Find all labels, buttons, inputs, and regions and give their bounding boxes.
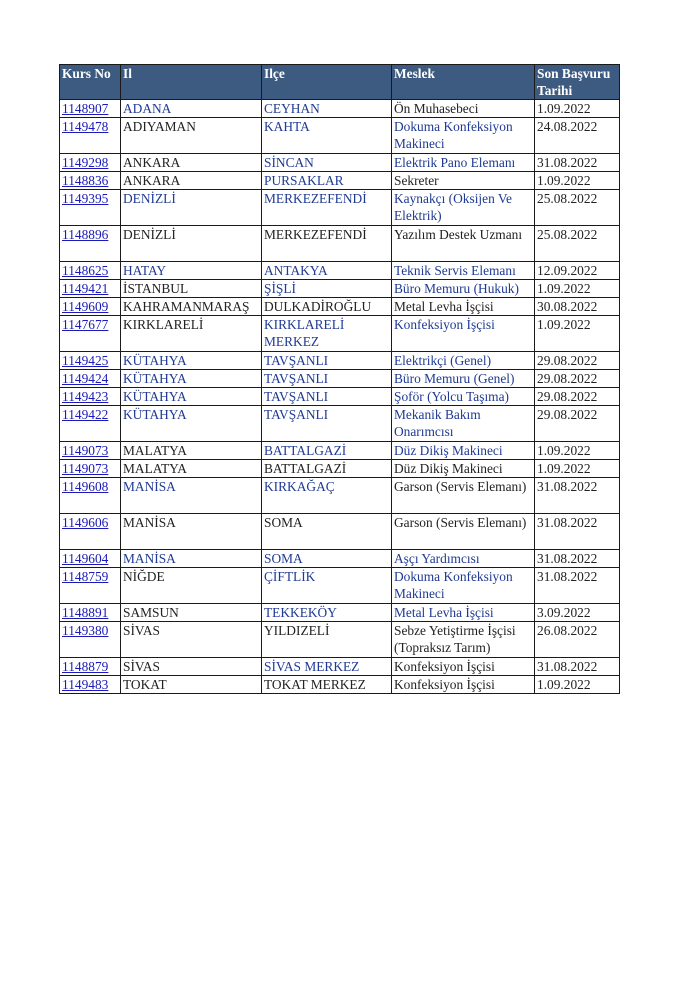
meslek-cell-text: Garson (Servis Elemanı) (394, 515, 527, 530)
ilce-cell-text: TAVŞANLI (264, 389, 329, 404)
meslek-cell (392, 658, 535, 676)
tarih-cell-text: 3.09.2022 (537, 605, 591, 620)
il-cell-text: KIRKLARELİ (123, 317, 204, 332)
meslek-cell (392, 190, 535, 226)
ilce-cell (262, 388, 392, 406)
meslek-cell (392, 514, 535, 550)
meslek-cell-text: Teknik Servis Elemanı (394, 263, 516, 278)
table-row (60, 190, 620, 226)
meslek-cell (392, 298, 535, 316)
ilce-cell (262, 280, 392, 298)
il-cell-text: KÜTAHYA (123, 353, 187, 368)
meslek-cell-text: Dokuma Konfeksiyon Makineci (394, 119, 513, 151)
tarih-cell (535, 172, 620, 190)
kurs-no-link[interactable] (60, 478, 121, 514)
il-cell (121, 388, 262, 406)
table-row (60, 316, 620, 352)
kurs-no-link-text[interactable]: 1148879 (62, 659, 109, 674)
tarih-cell (535, 388, 620, 406)
ilce-cell (262, 550, 392, 568)
il-cell-text: MANİSA (123, 479, 176, 494)
tarih-cell (535, 460, 620, 478)
ilce-cell-text: TOKAT MERKEZ (264, 677, 366, 692)
il-cell (121, 406, 262, 442)
meslek-cell (392, 118, 535, 154)
header-ilce: Ilçe (262, 65, 392, 100)
kurs-no-link-text[interactable]: 1148759 (62, 569, 109, 584)
ilce-cell (262, 118, 392, 154)
meslek-cell-text: Düz Dikiş Makineci (394, 461, 503, 476)
tarih-cell-text: 1.09.2022 (537, 317, 591, 332)
kurs-no-link[interactable] (60, 370, 121, 388)
ilce-cell-text: SOMA (264, 515, 303, 530)
ilce-cell (262, 442, 392, 460)
meslek-cell-text: Mekanik Bakım Onarımcısı (394, 407, 481, 439)
kurs-no-link-text[interactable]: 1149298 (62, 155, 109, 170)
tarih-cell (535, 478, 620, 514)
table-row (60, 514, 620, 550)
tarih-cell-text: 26.08.2022 (537, 623, 598, 638)
tarih-cell (535, 262, 620, 280)
tarih-cell (535, 514, 620, 550)
ilce-cell (262, 262, 392, 280)
kurs-no-link[interactable] (60, 280, 121, 298)
il-cell (121, 154, 262, 172)
kurs-no-link-text[interactable]: 1149609 (62, 299, 109, 314)
table-row (60, 118, 620, 154)
il-cell-text: HATAY (123, 263, 167, 278)
ilce-cell-text: KAHTA (264, 119, 310, 134)
ilce-cell-text: TAVŞANLI (264, 407, 329, 422)
il-cell-text: MALATYA (123, 461, 187, 476)
tarih-cell (535, 280, 620, 298)
tarih-cell (535, 190, 620, 226)
ilce-cell-text: PURSAKLAR (264, 173, 344, 188)
ilce-cell (262, 154, 392, 172)
kurs-no-link[interactable] (60, 604, 121, 622)
meslek-cell-text: Kaynakçı (Oksijen Ve Elektrik) (394, 191, 513, 223)
kurs-no-link-text[interactable]: 1149606 (62, 515, 109, 530)
ilce-cell (262, 100, 392, 118)
il-cell-text: TOKAT (123, 677, 167, 692)
tarih-cell-text: 1.09.2022 (537, 461, 591, 476)
il-cell-text: İSTANBUL (123, 281, 189, 296)
meslek-cell-text: Büro Memuru (Hukuk) (394, 281, 519, 296)
il-cell (121, 226, 262, 262)
tarih-cell-text: 1.09.2022 (537, 443, 591, 458)
meslek-cell-text: Dokuma Konfeksiyon Makineci (394, 569, 513, 601)
meslek-cell-text: Garson (Servis Elemanı) (394, 479, 527, 494)
ilce-cell (262, 370, 392, 388)
tarih-cell (535, 406, 620, 442)
meslek-cell-text: Konfeksiyon İşçisi (394, 677, 495, 692)
table-row (60, 154, 620, 172)
il-cell (121, 172, 262, 190)
tarih-cell (535, 370, 620, 388)
table-header-row (60, 65, 620, 100)
il-cell-text: KÜTAHYA (123, 389, 187, 404)
course-table (59, 64, 620, 694)
meslek-cell-text: Elektrik Pano Elemanı (394, 155, 516, 170)
tarih-cell (535, 442, 620, 460)
il-cell-text: SAMSUN (123, 605, 179, 620)
meslek-cell-text: Konfeksiyon İşçisi (394, 317, 495, 332)
il-cell (121, 316, 262, 352)
kurs-no-link-text[interactable]: 1148891 (62, 605, 109, 620)
kurs-no-link-text[interactable]: 1149073 (62, 443, 109, 458)
ilce-cell-text: MERKEZEFENDİ (264, 191, 367, 206)
tarih-cell-text: 1.09.2022 (537, 101, 591, 116)
ilce-cell-text: TAVŞANLI (264, 353, 329, 368)
kurs-no-link[interactable] (60, 388, 121, 406)
meslek-cell-text: Ön Muhasebeci (394, 101, 479, 116)
meslek-cell-text: Büro Memuru (Genel) (394, 371, 515, 386)
meslek-cell (392, 604, 535, 622)
table-row (60, 100, 620, 118)
tarih-cell (535, 100, 620, 118)
tarih-cell-text: 31.08.2022 (537, 515, 598, 530)
tarih-cell-text: 29.08.2022 (537, 389, 598, 404)
kurs-no-link-text[interactable]: 1149423 (62, 389, 109, 404)
ilce-cell-text: BATTALGAZİ (264, 443, 347, 458)
meslek-cell (392, 478, 535, 514)
kurs-no-link[interactable] (60, 172, 121, 190)
ilce-cell-text: TEKKEKÖY (264, 605, 337, 620)
tarih-cell (535, 316, 620, 352)
il-cell (121, 568, 262, 604)
tarih-cell-text: 12.09.2022 (537, 263, 598, 278)
kurs-no-link-text[interactable]: 1149421 (62, 281, 109, 296)
table-row (60, 352, 620, 370)
meslek-cell (392, 406, 535, 442)
tarih-cell-text: 31.08.2022 (537, 155, 598, 170)
tarih-cell-text: 1.09.2022 (537, 677, 591, 692)
table-row (60, 658, 620, 676)
kurs-no-link[interactable] (60, 550, 121, 568)
table-row (60, 478, 620, 514)
il-cell-text: KÜTAHYA (123, 371, 187, 386)
kurs-no-link[interactable] (60, 226, 121, 262)
header-il: Il (121, 65, 262, 100)
meslek-cell-text: Metal Levha İşçisi (394, 299, 494, 314)
il-cell-text: MANİSA (123, 551, 176, 566)
kurs-no-link-text[interactable]: 1149380 (62, 623, 109, 638)
il-cell-text: NİĞDE (123, 569, 165, 584)
ilce-cell (262, 676, 392, 694)
meslek-cell (392, 316, 535, 352)
il-cell (121, 352, 262, 370)
table-body (60, 100, 620, 694)
tarih-cell-text: 31.08.2022 (537, 479, 598, 494)
tarih-cell (535, 658, 620, 676)
table-row (60, 460, 620, 478)
il-cell-text: DENİZLİ (123, 191, 176, 206)
meslek-cell (392, 352, 535, 370)
ilce-cell-text: ÇİFTLİK (264, 569, 316, 584)
il-cell-text: ADANA (123, 101, 172, 116)
ilce-cell-text: SOMA (264, 551, 303, 566)
tarih-cell (535, 352, 620, 370)
kurs-no-link-text[interactable]: 1149395 (62, 191, 109, 206)
kurs-no-link-text[interactable]: 1148625 (62, 263, 109, 278)
meslek-cell (392, 262, 535, 280)
kurs-no-link[interactable] (60, 190, 121, 226)
tarih-cell-text: 30.08.2022 (537, 299, 598, 314)
tarih-cell-text: 1.09.2022 (537, 281, 591, 296)
meslek-cell (392, 442, 535, 460)
il-cell (121, 658, 262, 676)
kurs-no-link[interactable] (60, 406, 121, 442)
kurs-no-link-text[interactable]: 1148896 (62, 227, 109, 242)
il-cell (121, 442, 262, 460)
header-kurs-no: Kurs No (60, 65, 121, 100)
kurs-no-link-text[interactable]: 1149608 (62, 479, 109, 494)
tarih-cell (535, 298, 620, 316)
ilce-cell-text: YILDIZELİ (264, 623, 330, 638)
tarih-cell-text: 29.08.2022 (537, 407, 598, 422)
ilce-cell (262, 298, 392, 316)
kurs-no-link[interactable] (60, 316, 121, 352)
meslek-cell (392, 154, 535, 172)
kurs-no-link-text[interactable]: 1149483 (62, 677, 109, 692)
table-row (60, 622, 620, 658)
tarih-cell-text: 25.08.2022 (537, 191, 598, 206)
table-row (60, 604, 620, 622)
il-cell (121, 514, 262, 550)
ilce-cell (262, 406, 392, 442)
il-cell-text: KAHRAMANMARAŞ (123, 299, 250, 314)
il-cell (121, 676, 262, 694)
ilce-cell (262, 226, 392, 262)
tarih-cell (535, 550, 620, 568)
table-row (60, 676, 620, 694)
il-cell-text: SİVAS (123, 659, 160, 674)
tarih-cell (535, 604, 620, 622)
tarih-cell-text: 1.09.2022 (537, 173, 591, 188)
kurs-no-link[interactable] (60, 442, 121, 460)
meslek-cell-text: Sebze Yetiştirme İşçisi (Topraksız Tarım) (394, 623, 516, 655)
kurs-no-link-text[interactable]: 1148836 (62, 173, 109, 188)
ilce-cell (262, 622, 392, 658)
ilce-cell (262, 172, 392, 190)
ilce-cell-text: SİNCAN (264, 155, 314, 170)
il-cell (121, 550, 262, 568)
kurs-no-link[interactable] (60, 568, 121, 604)
tarih-cell (535, 118, 620, 154)
il-cell-text: ANKARA (123, 173, 181, 188)
meslek-cell-text: Aşçı Yardımcısı (394, 551, 480, 566)
meslek-cell (392, 226, 535, 262)
meslek-cell (392, 172, 535, 190)
il-cell (121, 604, 262, 622)
il-cell (121, 460, 262, 478)
ilce-cell-text: ŞİŞLİ (264, 281, 296, 296)
table-row (60, 442, 620, 460)
tarih-cell (535, 568, 620, 604)
meslek-cell (392, 568, 535, 604)
meslek-cell-text: Yazılım Destek Uzmanı (394, 227, 523, 242)
ilce-cell (262, 514, 392, 550)
ilce-cell (262, 190, 392, 226)
tarih-cell (535, 154, 620, 172)
kurs-no-link-text[interactable]: 1149425 (62, 353, 109, 368)
tarih-cell-text: 25.08.2022 (537, 227, 598, 242)
tarih-cell-text: 29.08.2022 (537, 353, 598, 368)
ilce-cell-text: ANTAKYA (264, 263, 328, 278)
tarih-cell-text: 29.08.2022 (537, 371, 598, 386)
il-cell-text: MALATYA (123, 443, 187, 458)
kurs-no-link[interactable] (60, 262, 121, 280)
meslek-cell-text: Şoför (Yolcu Taşıma) (394, 389, 509, 404)
il-cell-text: ANKARA (123, 155, 181, 170)
ilce-cell (262, 658, 392, 676)
il-cell (121, 190, 262, 226)
ilce-cell-text: SİVAS MERKEZ (264, 659, 360, 674)
ilce-cell-text: MERKEZEFENDİ (264, 227, 367, 242)
il-cell-text: KÜTAHYA (123, 407, 187, 422)
meslek-cell-text: Sekreter (394, 173, 439, 188)
ilce-cell (262, 478, 392, 514)
table-row (60, 298, 620, 316)
table-row (60, 388, 620, 406)
tarih-cell (535, 676, 620, 694)
tarih-cell (535, 622, 620, 658)
table-row (60, 262, 620, 280)
tarih-cell-text: 31.08.2022 (537, 569, 598, 584)
tarih-cell-text: 24.08.2022 (537, 119, 598, 134)
kurs-no-link[interactable] (60, 460, 121, 478)
kurs-no-link[interactable] (60, 514, 121, 550)
meslek-cell (392, 550, 535, 568)
ilce-cell-text: KIRKAĞAÇ (264, 479, 335, 494)
kurs-no-link[interactable] (60, 154, 121, 172)
kurs-no-link[interactable] (60, 352, 121, 370)
kurs-no-link[interactable] (60, 658, 121, 676)
table-row (60, 226, 620, 262)
kurs-no-link[interactable] (60, 298, 121, 316)
meslek-cell (392, 622, 535, 658)
il-cell (121, 262, 262, 280)
tarih-cell-text: 31.08.2022 (537, 551, 598, 566)
il-cell-text: ADIYAMAN (123, 119, 196, 134)
ilce-cell (262, 460, 392, 478)
il-cell (121, 370, 262, 388)
ilce-cell (262, 604, 392, 622)
ilce-cell-text: BATTALGAZİ (264, 461, 347, 476)
table-row (60, 280, 620, 298)
kurs-no-link-text[interactable]: 1148907 (62, 101, 109, 116)
kurs-no-link-text[interactable]: 1149424 (62, 371, 109, 386)
meslek-cell (392, 370, 535, 388)
kurs-no-link[interactable] (60, 676, 121, 694)
il-cell (121, 280, 262, 298)
table-row (60, 568, 620, 604)
il-cell (121, 622, 262, 658)
il-cell (121, 478, 262, 514)
ilce-cell-text: TAVŞANLI (264, 371, 329, 386)
table-row (60, 370, 620, 388)
ilce-cell (262, 352, 392, 370)
tarih-cell (535, 226, 620, 262)
kurs-no-link[interactable] (60, 100, 121, 118)
kurs-no-link[interactable] (60, 118, 121, 154)
kurs-no-link-text[interactable]: 1149478 (62, 119, 109, 134)
meslek-cell-text: Düz Dikiş Makineci (394, 443, 503, 458)
il-cell-text: SİVAS (123, 623, 160, 638)
header-meslek: Meslek (392, 65, 535, 100)
ilce-cell-text: DULKADİROĞLU (264, 299, 372, 314)
il-cell-text: DENİZLİ (123, 227, 176, 242)
il-cell (121, 298, 262, 316)
table-row (60, 550, 620, 568)
il-cell (121, 118, 262, 154)
il-cell (121, 100, 262, 118)
kurs-no-link-text[interactable]: 1147677 (62, 317, 109, 332)
tarih-cell-text: 31.08.2022 (537, 659, 598, 674)
ilce-cell (262, 316, 392, 352)
ilce-cell-text: CEYHAN (264, 101, 320, 116)
meslek-cell (392, 676, 535, 694)
kurs-no-link[interactable] (60, 622, 121, 658)
meslek-cell-text: Elektrikçi (Genel) (394, 353, 492, 368)
meslek-cell-text: Konfeksiyon İşçisi (394, 659, 495, 674)
meslek-cell (392, 388, 535, 406)
header-son-basvuru: Son Başvuru Tarihi (535, 65, 620, 100)
meslek-cell (392, 460, 535, 478)
table-row (60, 406, 620, 442)
ilce-cell-text: KIRKLARELİ MERKEZ (264, 317, 345, 349)
kurs-no-link-text[interactable]: 1149422 (62, 407, 109, 422)
meslek-cell-text: Metal Levha İşçisi (394, 605, 494, 620)
meslek-cell (392, 100, 535, 118)
meslek-cell (392, 280, 535, 298)
il-cell-text: MANİSA (123, 515, 176, 530)
table-row (60, 172, 620, 190)
kurs-no-link-text[interactable]: 1149604 (62, 551, 109, 566)
ilce-cell (262, 568, 392, 604)
kurs-no-link-text[interactable]: 1149073 (62, 461, 109, 476)
